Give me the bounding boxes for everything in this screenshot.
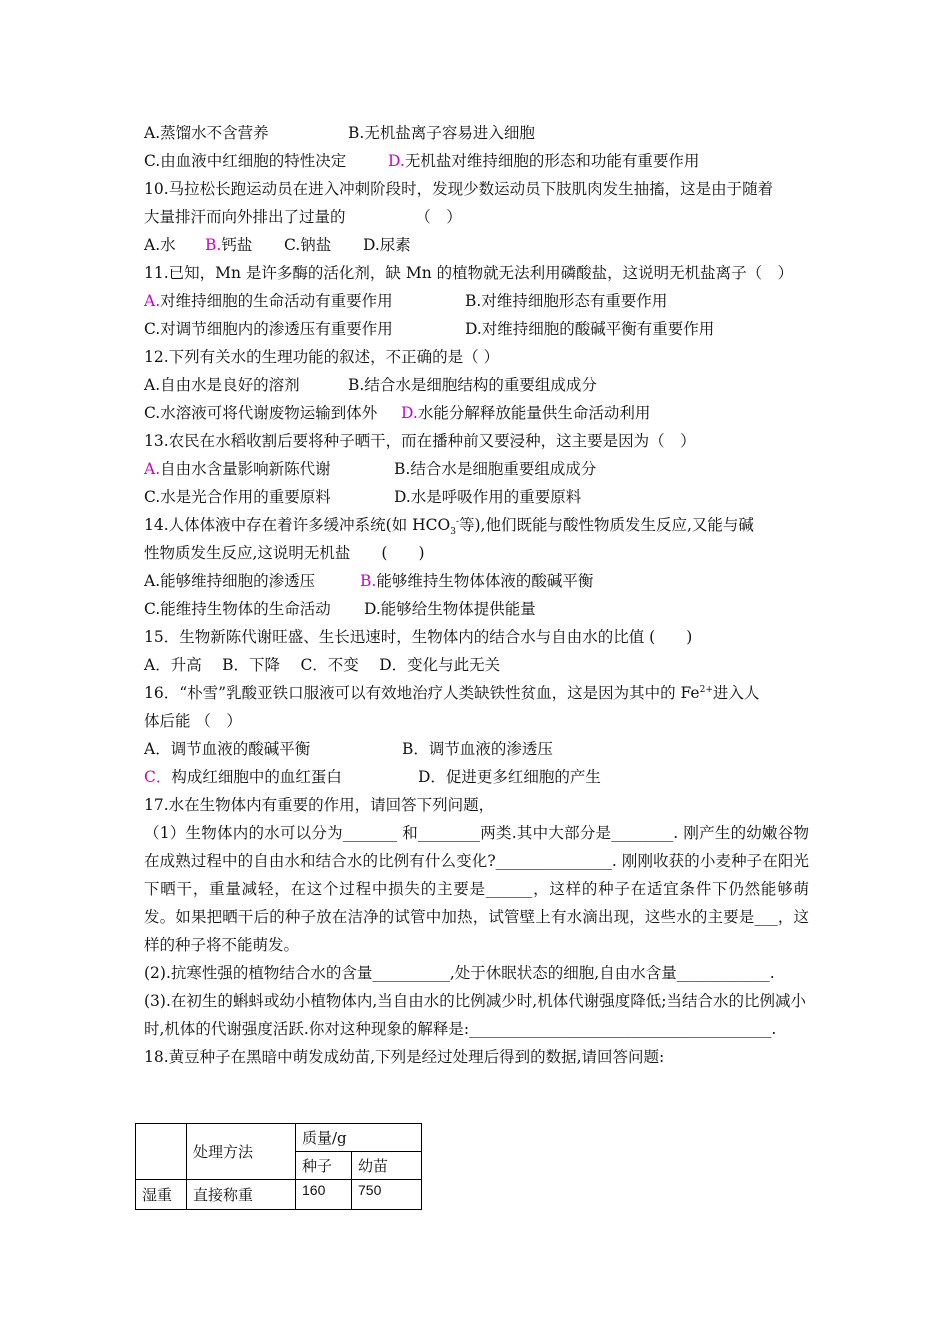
q11-answer-letter: A. (144, 292, 161, 310)
q10-option-b-text: 钙盐 (221, 236, 253, 254)
q12-option-b: B.结合水是细胞结构的重要组成成分 (348, 376, 597, 394)
q11-option-c: C.对调节细胞内的渗透压有重要作用 (144, 320, 393, 338)
q9-options-row1 (144, 119, 809, 147)
q9-option-d (388, 147, 699, 175)
q15-stem: 15．生物新陈代谢旺盛、生长迅速时，生物体内的结合水与自由水的比值 ( ) (144, 628, 693, 646)
q14-subscript: 3 (450, 527, 456, 538)
q14-stem-text-cont: 等),他们既能与酸性物质发生反应,又能与碱 (459, 516, 754, 534)
q11-option-a (144, 287, 393, 315)
q13-option-d: D.水是呼吸作用的重要原料 (394, 488, 582, 506)
q16-option-c (144, 763, 342, 791)
table-header-seedling: 幼苗 (352, 1152, 422, 1180)
q11-option-b: B.对维持细胞形态有重要作用 (465, 292, 668, 310)
q13-options-row1 (144, 455, 809, 483)
q12-stem: 12.下列有关水的生理功能的叙述，不正确的是（ ） (144, 348, 500, 366)
q11-options-row1 (144, 287, 809, 315)
q16-superscript: 2+ (699, 684, 713, 695)
q13-option-c: C.水是光合作用的重要原料 (144, 488, 331, 506)
q14-option-b (360, 567, 593, 595)
q14-stem-text: 14.人体体液中存在着许多缓冲系统(如 HCO (144, 516, 451, 534)
q17-part2: (2).抗寒性强的植物结合水的含量__________,处于休眠状态的细胞,自由水含量____________. (144, 964, 775, 982)
q14-answer-letter: B. (360, 572, 377, 590)
q9-options-row2 (144, 147, 809, 175)
q11-stem: 11.已知，Mn 是许多酶的活化剂，缺 Mn 的植物就无法利用磷酸盐，这说明无机盐离子（ ） (144, 264, 794, 282)
q12-options-row1 (144, 371, 809, 399)
q10-stem-line2: 大量排汗而向外排出了过量的 （ ） (144, 208, 462, 226)
q12-option-d (401, 399, 650, 427)
q16-options-row1 (144, 735, 809, 763)
q13-option-a-text: 自由水含量影响新陈代谢 (160, 460, 331, 478)
table-header-method: 处理方法 (187, 1124, 296, 1180)
q16-stem-line1 (144, 679, 809, 707)
table-cell-seedling: 750 (352, 1180, 422, 1210)
q10-stem-line1: 10.马拉松长跑运动员在进入冲刺阶段时，发现少数运动员下肢肌肉发生抽搐，这是由于随着 (144, 180, 774, 198)
q10-option-b (205, 231, 252, 259)
q14-option-a: A.能够维持细胞的渗透压 (144, 572, 316, 590)
q16-stem-line2: 体后能 （ ） (144, 712, 242, 730)
q10-option-c: C.钠盐 (284, 236, 332, 254)
worksheet (144, 119, 809, 1071)
table-header-row (136, 1124, 422, 1152)
q10-options (144, 231, 809, 259)
q17-stem: 17.水在生物体内有重要的作用，请回答下列问题， (144, 796, 495, 814)
q14-option-c: C.能维持生物体的生命活动 (144, 600, 331, 618)
q13-stem: 13.农民在水稻收割后要将种子晒干，而在播种前又要浸种，这主要是因为（ ） (144, 432, 696, 450)
q11-option-a-text: 对维持细胞的生命活动有重要作用 (160, 292, 393, 310)
q13-option-a (144, 455, 331, 483)
q14-stem-line1 (144, 511, 809, 539)
q9-answer-letter: D. (388, 152, 405, 170)
q16-option-b: B．调节血液的渗透压 (402, 740, 553, 758)
table-row (136, 1180, 422, 1210)
q15-options: A．升高 B．下降 C．不变 D．变化与此无关 (144, 656, 501, 674)
q14-options-row1 (144, 567, 809, 595)
table-row-method: 直接称重 (187, 1180, 296, 1210)
q16-options-row2 (144, 763, 809, 791)
table-corner-cell (136, 1124, 187, 1180)
q17-part1: （1）生物体内的水可以分为_______ 和________两类.其中大部分是________. 刚产生的幼嫩谷物在成熟过程中的自由水和结合水的比例有什么变化?_______________. 刚刚收获的小麦种子在阳光下晒干，重量减轻，在这个过程中损失的主要是______，这样的种子在适宜条件下仍然能够萌发。如果把晒干后的种子放在洁净的试管中加热，试管壁上有水滴出现，这些水的主要是___，这样的种子将不能萌发。 (144, 824, 809, 954)
q13-option-b: B.结合水是细胞重要组成成分 (394, 460, 597, 478)
q16-option-c-text: 构成红细胞中的血红蛋白 (171, 768, 342, 786)
q18-data-table (135, 1123, 422, 1210)
q13-options-row2 (144, 483, 809, 511)
q11-options-row2 (144, 315, 809, 343)
q14-options-row2 (144, 595, 809, 623)
q16-answer-letter: C． (144, 768, 172, 786)
table-cell-seed: 160 (296, 1180, 352, 1210)
q16-option-a: A．调节血液的酸碱平衡 (144, 740, 311, 758)
q12-option-a: A.自由水是良好的溶剂 (144, 376, 300, 394)
table-header-mass: 质量/g (296, 1124, 422, 1152)
q11-option-d: D.对维持细胞的酸碱平衡有重要作用 (465, 320, 715, 338)
q14-stem-line2: 性物质发生反应,这说明无机盐 ( ) (144, 544, 425, 562)
q12-option-c: C.水溶液可将代谢废物运输到体外 (144, 404, 378, 422)
q12-options-row2 (144, 399, 809, 427)
q10-answer-letter: B. (205, 236, 222, 254)
q10-option-a: A.水 (144, 236, 176, 254)
q16-stem-text-cont: 进入人 (712, 684, 760, 702)
table-header-seed: 种子 (296, 1152, 352, 1180)
q16-option-d: D．促进更多红细胞的产生 (418, 768, 601, 786)
q13-answer-letter: A. (144, 460, 161, 478)
q14-superscript: - (455, 516, 459, 527)
q9-option-b: B.无机盐离子容易进入细胞 (348, 124, 535, 142)
q10-option-d: D.尿素 (363, 236, 411, 254)
q16-stem-text: 16．“朴雪”乳酸亚铁口服液可以有效地治疗人类缺铁性贫血，这是因为其中的 Fe (144, 684, 700, 702)
q9-option-a: A.蒸馏水不含营养 (144, 124, 269, 142)
q9-option-d-text: 无机盐对维持细胞的形态和功能有重要作用 (404, 152, 700, 170)
q12-option-d-text: 水能分解释放能量供生命活动利用 (417, 404, 651, 422)
q18-stem: 18.黄豆种子在黑暗中萌发成幼苗,下列是经过处理后得到的数据,请回答问题: (144, 1048, 665, 1066)
q9-option-c: C.由血液中红细胞的特性决定 (144, 152, 347, 170)
q12-answer-letter: D. (401, 404, 418, 422)
q17-part3: (3).在初生的蝌蚪或幼小植物体内,当自由水的比例减少时,机体代谢强度降低;当结合水的比例减小时,机体的代谢强度活跃.你对这种现象的解释是:_______________________________________. (144, 992, 806, 1038)
table-row-label: 湿重 (136, 1180, 187, 1210)
q14-option-b-text: 能够维持生物体体液的酸碱平衡 (376, 572, 594, 590)
q14-option-d: D.能够给生物体提供能量 (364, 600, 536, 618)
